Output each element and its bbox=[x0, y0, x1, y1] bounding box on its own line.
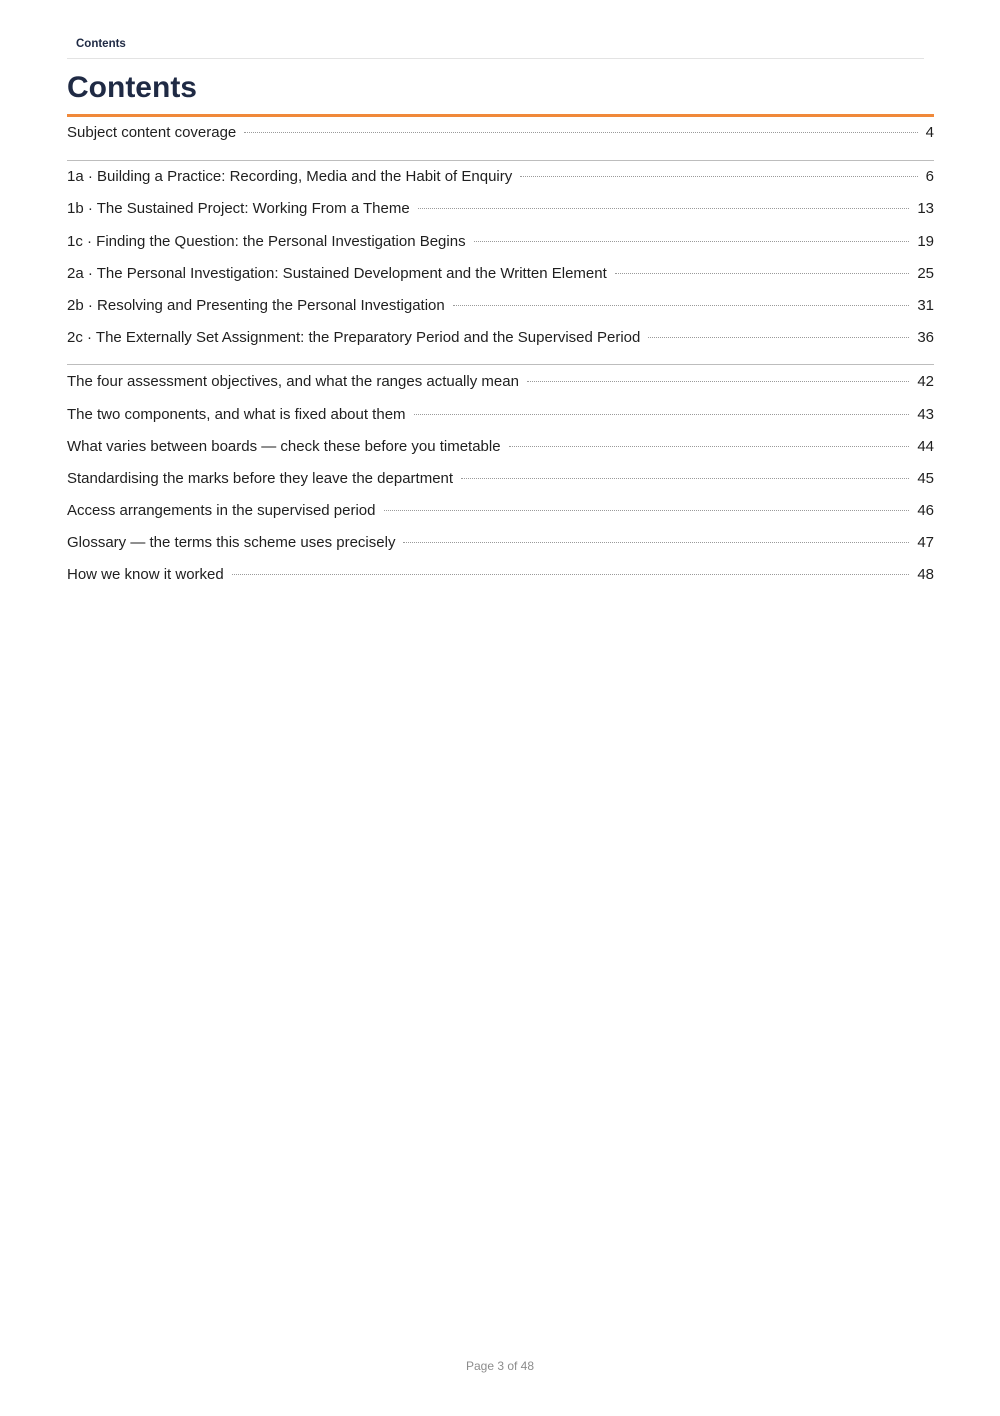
toc-entry-title: 2a · The Personal Investigation: Sustained Development and the Written Element bbox=[67, 264, 607, 282]
toc-dot-leader bbox=[474, 241, 910, 242]
toc-entry-page: 44 bbox=[917, 437, 934, 455]
page-title: Contents bbox=[67, 71, 197, 104]
toc-entry[interactable] bbox=[67, 563, 934, 595]
toc-entry[interactable] bbox=[67, 467, 934, 499]
toc-entry[interactable] bbox=[67, 230, 934, 262]
toc-entry-title: The four assessment objectives, and what the ranges actually mean bbox=[67, 373, 519, 391]
toc-entry[interactable] bbox=[67, 326, 934, 358]
toc-entry[interactable] bbox=[67, 531, 934, 563]
toc-entry[interactable] bbox=[67, 499, 934, 531]
toc-entry[interactable] bbox=[67, 165, 934, 197]
running-header: Contents bbox=[76, 38, 126, 50]
toc-dot-leader bbox=[527, 381, 909, 382]
toc-entry[interactable] bbox=[67, 403, 934, 435]
toc-entry-title: Subject content coverage bbox=[67, 124, 237, 141]
toc-entry-page: 36 bbox=[917, 329, 934, 347]
toc-group-overview bbox=[67, 117, 934, 160]
toc-entry-page: 4 bbox=[925, 124, 934, 141]
toc-entry-title: The two components, and what is fixed about them bbox=[67, 405, 406, 423]
toc-dot-leader bbox=[418, 208, 910, 209]
toc-entry-title: 1b · The Sustained Project: Working From a Theme bbox=[67, 200, 410, 218]
toc-dot-leader bbox=[403, 542, 909, 543]
toc-entry-title: 1c · Finding the Question: the Personal Investigation Begins bbox=[67, 232, 466, 250]
toc-entry[interactable] bbox=[67, 262, 934, 294]
toc-entry-page: 48 bbox=[917, 566, 934, 584]
toc-entry[interactable] bbox=[67, 435, 934, 467]
toc-dot-leader bbox=[384, 510, 910, 511]
toc-entry-page: 46 bbox=[917, 502, 934, 520]
toc-entry[interactable] bbox=[67, 370, 934, 402]
toc-dot-leader bbox=[648, 337, 909, 338]
toc-entry-page: 19 bbox=[917, 232, 934, 250]
table-of-contents bbox=[67, 117, 934, 596]
toc-entry-title: Access arrangements in the supervised period bbox=[67, 502, 376, 520]
toc-dot-leader bbox=[520, 176, 917, 177]
toc-entry-title: How we know it worked bbox=[67, 566, 224, 584]
page-number-footer: Page 3 of 48 bbox=[465, 1359, 535, 1373]
toc-entry-page: 6 bbox=[925, 168, 934, 186]
toc-entry[interactable] bbox=[67, 294, 934, 326]
toc-entry-title: Glossary — the terms this scheme uses precisely bbox=[67, 534, 396, 552]
toc-dot-leader bbox=[232, 574, 910, 575]
toc-entry-title: 2b · Resolving and Presenting the Personal Investigation bbox=[67, 296, 445, 314]
toc-dot-leader bbox=[615, 273, 910, 274]
toc-entry-title: Standardising the marks before they leave the department bbox=[67, 469, 454, 487]
toc-dot-leader bbox=[509, 446, 910, 447]
toc-entry-page: 47 bbox=[917, 534, 934, 552]
toc-group-appendices bbox=[67, 364, 934, 595]
toc-entry-page: 42 bbox=[917, 373, 934, 391]
toc-entry[interactable] bbox=[67, 197, 934, 229]
toc-entry-page: 45 bbox=[917, 469, 934, 487]
toc-entry-page: 43 bbox=[917, 405, 934, 423]
toc-entry-title: What varies between boards — check these before you timetable bbox=[67, 437, 501, 455]
toc-entry-page: 25 bbox=[917, 264, 934, 282]
toc-entry-page: 13 bbox=[917, 200, 934, 218]
toc-dot-leader bbox=[453, 305, 910, 306]
toc-entry-page: 31 bbox=[917, 296, 934, 314]
toc-entry[interactable] bbox=[67, 121, 934, 153]
toc-dot-leader bbox=[414, 414, 910, 415]
toc-dot-leader bbox=[244, 132, 917, 133]
toc-entry-title: 1a · Building a Practice: Recording, Media and the Habit of Enquiry bbox=[67, 168, 513, 186]
header-divider bbox=[67, 58, 924, 59]
toc-group-units bbox=[67, 160, 934, 364]
toc-entry-title: 2c · The Externally Set Assignment: the Preparatory Period and the Supervised Period bbox=[67, 329, 641, 347]
toc-dot-leader bbox=[461, 478, 909, 479]
